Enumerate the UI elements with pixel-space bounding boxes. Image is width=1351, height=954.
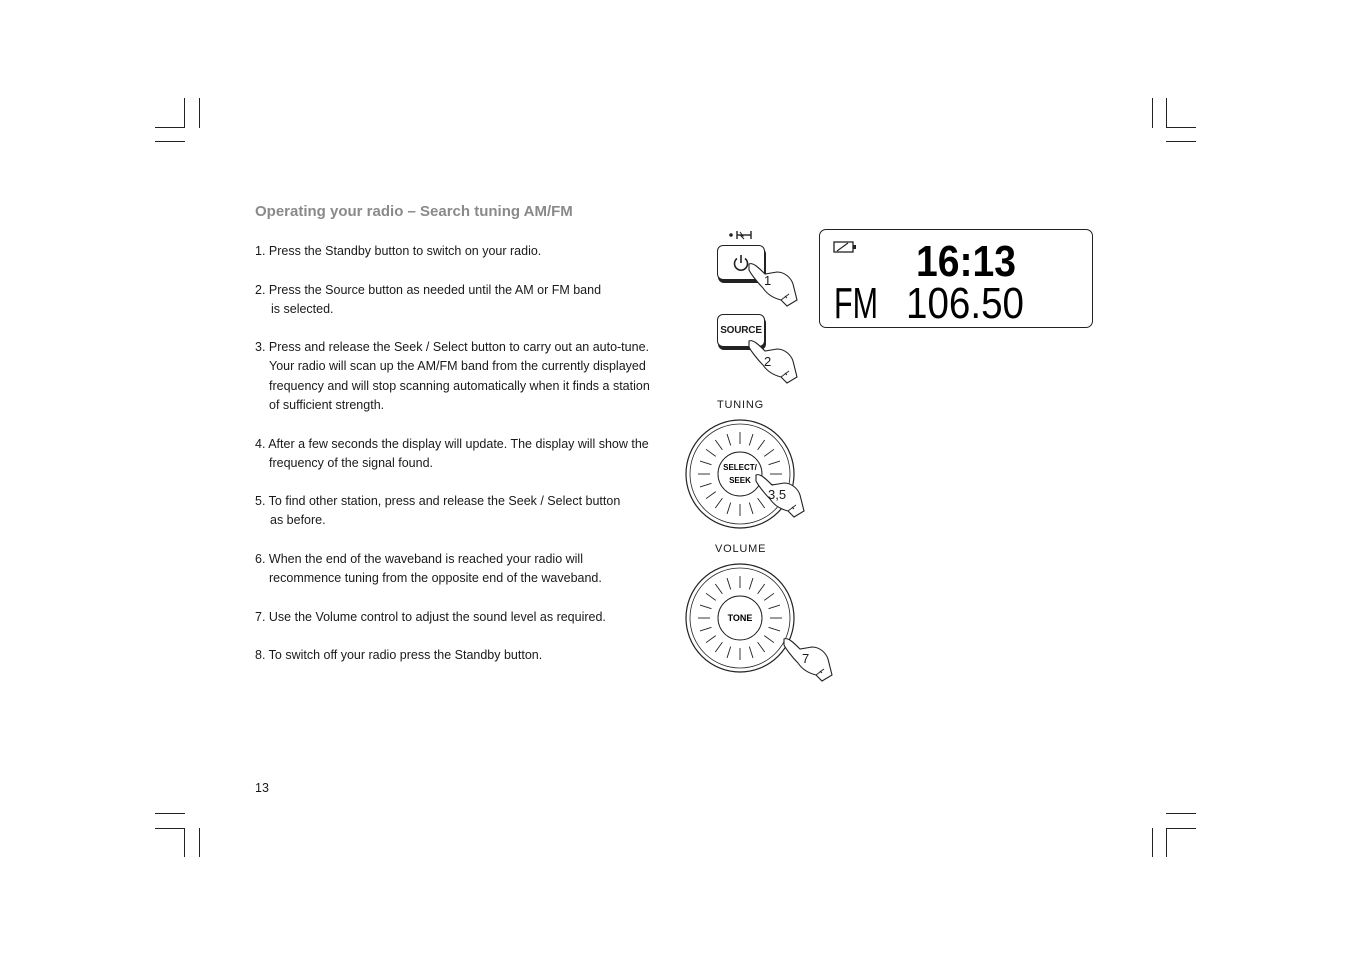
step-text: 4. After a few seconds the display will update. The display will show the <box>255 437 649 451</box>
source-button-label: SOURCE <box>720 325 762 336</box>
step-text: 3. Press and release the Seek / Select button to carry out an auto-tune. <box>255 340 649 354</box>
list-item <box>255 646 675 665</box>
page-title: Operating your radio – Search tuning AM/FM <box>255 203 573 220</box>
callout-number: 3,5 <box>768 487 787 502</box>
page-number: 13 <box>255 781 269 795</box>
list-item <box>255 281 675 320</box>
step-text: Your radio will scan up the AM/FM band from the currently displayed <box>269 359 646 374</box>
volume-caption: VOLUME <box>715 543 767 555</box>
list-item <box>255 338 675 415</box>
callout-number: 1 <box>764 273 772 288</box>
callout-number: 2 <box>764 354 772 369</box>
pointing-hand-icon <box>780 635 840 685</box>
pointing-hand-icon <box>745 260 805 310</box>
lcd-time: 16:13 <box>916 237 1016 286</box>
list-item <box>255 550 675 589</box>
step-text: is selected. <box>271 302 334 317</box>
tone-label: TONE <box>727 613 753 623</box>
list-item <box>255 492 675 531</box>
seek-label: SEEK <box>729 476 751 485</box>
step-text: 5. To find other station, press and release the Seek / Select button <box>255 494 621 508</box>
select-label: SELECT/ <box>723 463 757 472</box>
step-text: 8. To switch off your radio press the Standby button. <box>255 648 543 662</box>
step-text: 1. Press the Standby button to switch on your radio. <box>255 244 542 258</box>
tuning-caption: TUNING <box>717 399 764 411</box>
step-text: as before. <box>270 513 326 528</box>
step-text: recommence tuning from the opposite end of the waveband. <box>269 571 602 586</box>
standby-sleep-icon <box>728 229 754 241</box>
step-text: frequency of the signal found. <box>269 456 434 471</box>
lcd-display <box>819 229 1093 328</box>
step-text: 2. Press the Source button as needed until the AM or FM band <box>255 283 602 297</box>
list-item <box>255 435 675 474</box>
lcd-band: FM <box>834 279 878 327</box>
volume-knob[interactable] <box>685 563 795 673</box>
list-item <box>255 242 675 261</box>
list-item <box>255 608 675 627</box>
callout-number: 7 <box>802 651 810 666</box>
step-text: 6. When the end of the waveband is reached your radio will <box>255 552 583 566</box>
pointing-hand-icon <box>745 337 805 387</box>
battery-icon <box>834 242 856 252</box>
step-text: of sufficient strength. <box>269 397 385 412</box>
step-text: 7. Use the Volume control to adjust the sound level as required. <box>255 610 606 624</box>
lcd-frequency: 106.50 <box>906 279 1024 327</box>
step-text: frequency and will stop scanning automatically when it finds a station <box>269 378 650 393</box>
